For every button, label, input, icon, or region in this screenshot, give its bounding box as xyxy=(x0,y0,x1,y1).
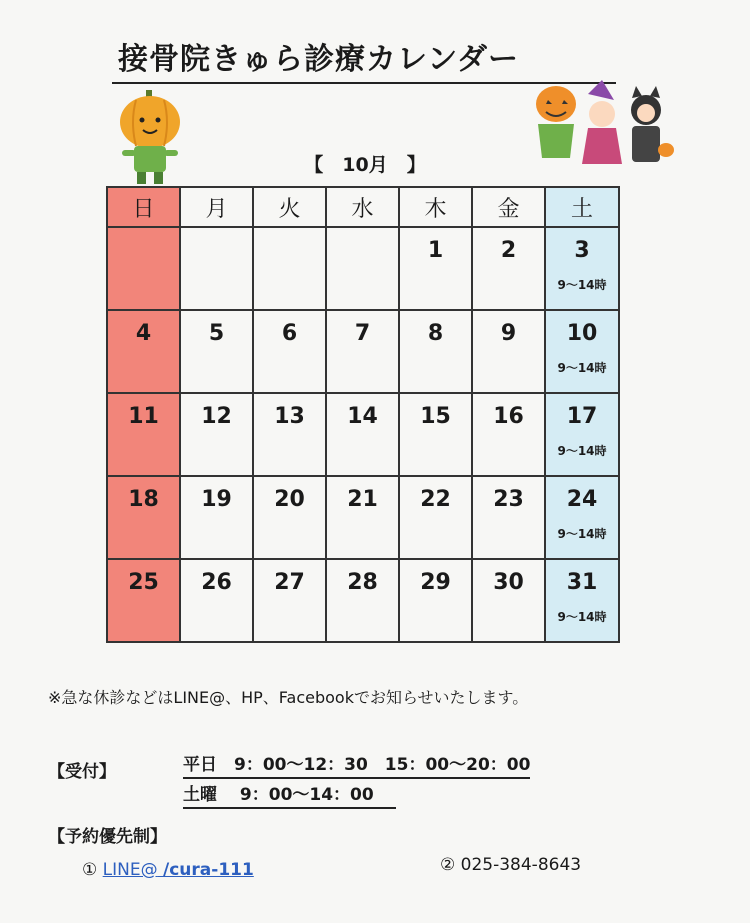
day-number: 14 xyxy=(347,404,378,429)
day-number: 24 xyxy=(566,487,598,512)
calendar-day-cell xyxy=(107,310,180,393)
day-number: 22 xyxy=(420,487,451,512)
calendar-day-cell xyxy=(253,559,326,642)
weekday-hours: 平日 9：00～12：30 15：00～20：00 xyxy=(183,750,530,779)
month-heading: 【 10月 】 xyxy=(304,154,426,176)
day-number: 25 xyxy=(128,570,159,595)
calendar-title: 接骨院きゅら診療カレンダー xyxy=(112,40,616,84)
saturday-hours: 9～14時 xyxy=(557,610,607,624)
saturday-hours: 9～14時 xyxy=(557,527,607,541)
calendar-day-cell xyxy=(545,476,619,559)
calendar-day-cell xyxy=(180,310,253,393)
pumpkin-character-illustration xyxy=(112,88,188,188)
phone-contact-number: ② xyxy=(440,855,456,875)
calendar-day-cell xyxy=(180,476,253,559)
halloween-kids-illustration xyxy=(530,80,675,172)
calendar-day-cell xyxy=(107,559,180,642)
weekday-monday: 月 xyxy=(180,187,253,227)
calendar-day-cell xyxy=(472,559,545,642)
calendar-day-cell xyxy=(107,393,180,476)
weekday-thursday: 木 xyxy=(399,187,472,227)
calendar-day-cell xyxy=(326,476,399,559)
calendar-week-row xyxy=(107,310,619,393)
line-contact-number: ① xyxy=(82,860,98,880)
line-link-id: /cura-111 xyxy=(163,860,254,880)
calendar-day-cell xyxy=(545,310,619,393)
calendar-day-cell xyxy=(180,559,253,642)
calendar-day-cell xyxy=(545,393,619,476)
calendar-day-cell xyxy=(107,476,180,559)
calendar-day-cell xyxy=(326,227,399,310)
calendar-day-cell xyxy=(545,559,619,642)
day-number: 9 xyxy=(500,321,517,346)
reservation-label: 【予約優先制】 xyxy=(48,827,167,847)
day-number: 21 xyxy=(347,487,378,512)
day-number: 20 xyxy=(274,487,305,512)
day-number: 12 xyxy=(201,404,232,429)
day-number: 18 xyxy=(128,487,159,512)
day-number: 10 xyxy=(566,321,598,346)
day-number: 8 xyxy=(427,321,444,346)
calendar-day-cell xyxy=(399,559,472,642)
calendar-day-cell xyxy=(399,393,472,476)
saturday-hours: 9～14時 xyxy=(557,361,607,375)
calendar-week-row xyxy=(107,476,619,559)
weekday-friday: 金 xyxy=(472,187,545,227)
day-number: 3 xyxy=(574,238,590,263)
calendar-week-row xyxy=(107,393,619,476)
weekday-tuesday: 火 xyxy=(253,187,326,227)
calendar-day-cell xyxy=(399,476,472,559)
day-number: 27 xyxy=(274,570,305,595)
day-number: 4 xyxy=(135,321,152,346)
calendar-day-cell xyxy=(180,393,253,476)
calendar-day-cell xyxy=(472,476,545,559)
calendar-grid xyxy=(106,186,620,643)
saturday-hours: 9～14時 xyxy=(557,278,607,292)
day-number: 28 xyxy=(347,570,378,595)
day-number: 1 xyxy=(427,238,444,263)
calendar-day-cell xyxy=(180,227,253,310)
calendar-day-cell xyxy=(326,310,399,393)
day-number: 13 xyxy=(274,404,305,429)
calendar-day-cell xyxy=(472,310,545,393)
calendar-day-cell xyxy=(326,393,399,476)
calendar-day-cell xyxy=(253,227,326,310)
day-number: 2 xyxy=(500,238,517,263)
day-number: 31 xyxy=(566,570,598,595)
calendar-day-cell xyxy=(253,310,326,393)
line-link-prefix: LINE@ xyxy=(102,860,158,880)
weekday-saturday: 土 xyxy=(545,187,619,227)
line-contact xyxy=(82,860,254,880)
calendar-week-row xyxy=(107,559,619,642)
calendar-day-cell xyxy=(545,227,619,310)
calendar-day-cell xyxy=(253,476,326,559)
phone-contact xyxy=(440,855,581,875)
weekday-sunday: 日 xyxy=(107,187,180,227)
day-number: 19 xyxy=(201,487,232,512)
calendar-day-cell xyxy=(253,393,326,476)
calendar-day-cell xyxy=(472,393,545,476)
day-number: 29 xyxy=(420,570,451,595)
saturday-hours: 9～14時 xyxy=(557,444,607,458)
closure-notice: ※急な休診などはLINE@、HP、Facebookでお知らせいたします。 xyxy=(48,688,529,707)
phone-number[interactable]: 025-384-8643 xyxy=(460,855,582,875)
day-number: 11 xyxy=(128,404,159,429)
day-number: 5 xyxy=(208,321,225,346)
day-number: 7 xyxy=(354,321,371,346)
day-number: 26 xyxy=(201,570,232,595)
calendar-day-cell xyxy=(107,227,180,310)
reception-label: 【受付】 xyxy=(48,762,116,782)
day-number: 17 xyxy=(566,404,598,429)
weekday-header-row xyxy=(107,187,619,227)
calendar-day-cell xyxy=(399,310,472,393)
day-number: 6 xyxy=(281,321,298,346)
saturday-reception-hours: 土曜 9：00～14：00 xyxy=(183,780,396,809)
calendar-day-cell xyxy=(326,559,399,642)
day-number: 23 xyxy=(493,487,524,512)
day-number: 16 xyxy=(493,404,524,429)
day-number: 30 xyxy=(493,570,524,595)
calendar-week-row xyxy=(107,227,619,310)
calendar-day-cell xyxy=(399,227,472,310)
calendar-day-cell xyxy=(472,227,545,310)
line-link[interactable] xyxy=(103,860,254,880)
day-number: 15 xyxy=(420,404,451,429)
weekday-wednesday: 水 xyxy=(326,187,399,227)
